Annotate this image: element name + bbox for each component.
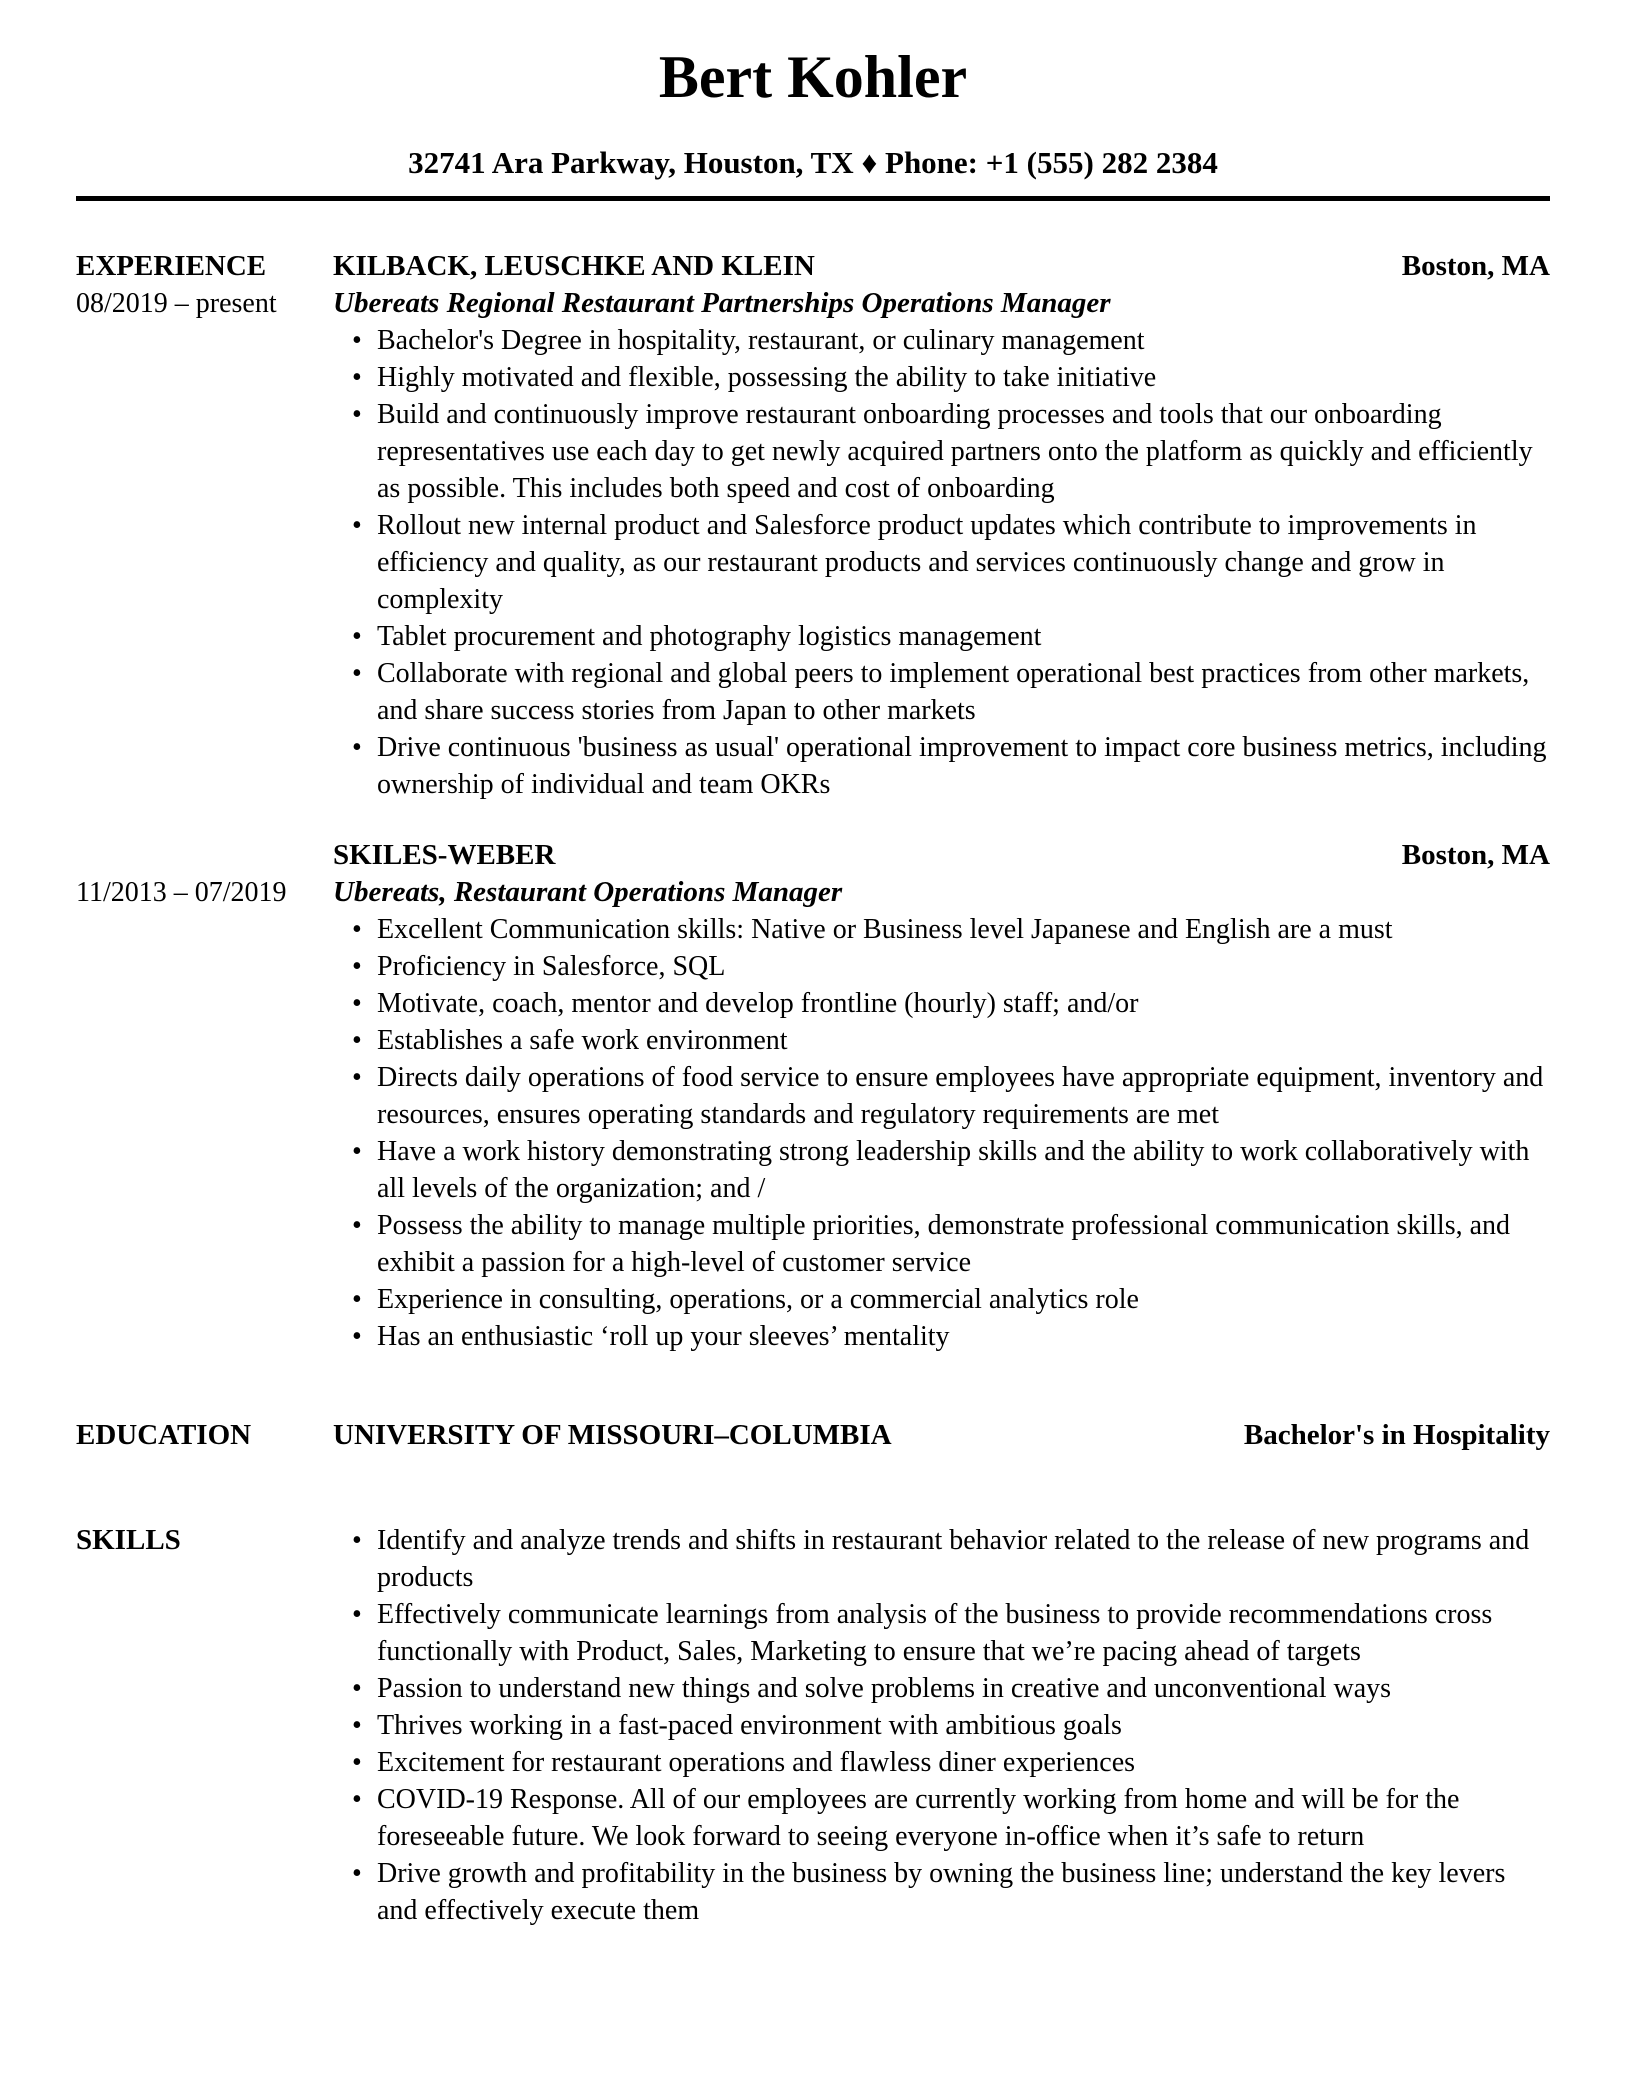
bullet-item: • Excellent Communication skills: Native or Business level Japanese and English are a must <box>333 911 1550 948</box>
education-line <box>333 1417 1550 1454</box>
job-entry-1 <box>76 248 1550 803</box>
bullet-item: • COVID-19 Response. All of our employees are currently working from home and will be for the foreseeable future. We look forward to seeing everyone in-office when it’s safe to return <box>333 1781 1550 1855</box>
section-label-experience: EXPERIENCE <box>76 250 267 282</box>
job-1-title: Ubereats Regional Restaurant Partnerships Operations Manager <box>333 287 1111 319</box>
bullet-item: • Have a work history demonstrating strong leadership skills and the ability to work collaboratively with all levels of the organization; and / <box>333 1133 1550 1207</box>
job-1-main <box>333 248 1550 803</box>
job-2-location: Boston, MA <box>1401 839 1550 871</box>
bullet-item: • Drive continuous 'business as usual' operational improvement to impact core business metrics, including ownership of individual and team OKRs <box>333 729 1550 803</box>
bullet-item: • Has an enthusiastic ‘roll up your sleeves’ mentality <box>333 1318 1550 1355</box>
job-1-header <box>333 248 1550 285</box>
skills-main <box>333 1522 1550 1929</box>
bullet-item: • Identify and analyze trends and shifts in restaurant behavior related to the release of new programs and products <box>333 1522 1550 1596</box>
person-name: Bert Kohler <box>658 44 968 110</box>
education-left-column <box>76 1417 333 1454</box>
job-2-bullets <box>333 911 1550 1355</box>
job-2-main <box>333 837 1550 1355</box>
skills-left-column <box>76 1522 333 1559</box>
contact-line: 32741 Ara Parkway, Houston, TX ♦ Phone: +1 (555) 282 2384 <box>408 145 1218 180</box>
education-main <box>333 1417 1550 1454</box>
bullet-item: • Excitement for restaurant operations and flawless diner experiences <box>333 1744 1550 1781</box>
header-divider <box>76 196 1550 201</box>
bullet-item: • Effectively communicate learnings from analysis of the business to provide recommendations cross functionally with Product, Sales, Marketing to ensure that we’re pacing ahead of targets <box>333 1596 1550 1670</box>
job-1-bullets <box>333 322 1550 803</box>
bullet-item: • Motivate, coach, mentor and develop frontline (hourly) staff; and/or <box>333 985 1550 1022</box>
section-label-skills: SKILLS <box>76 1524 181 1556</box>
job-2-header <box>333 837 1550 874</box>
job-1-company: KILBACK, LEUSCHKE AND KLEIN <box>333 250 815 282</box>
job-2-company: SKILES-WEBER <box>333 839 556 871</box>
degree-name: Bachelor's in Hospitality <box>1243 1419 1550 1451</box>
resume-content <box>76 248 1550 1929</box>
job-2-title: Ubereats, Restaurant Operations Manager <box>333 876 843 908</box>
bullet-item: • Directs daily operations of food service to ensure employees have appropriate equipment, inventory and resources, ensures operating standards and regulatory requirements are met <box>333 1059 1550 1133</box>
job-1-dates: 08/2019 – present <box>76 288 277 319</box>
bullet-item: • Experience in consulting, operations, or a commercial analytics role <box>333 1281 1550 1318</box>
job-1-left-column <box>76 248 333 322</box>
job-2-left-column <box>76 837 333 911</box>
section-label-education: EDUCATION <box>76 1419 252 1451</box>
school-name: UNIVERSITY OF MISSOURI–COLUMBIA <box>333 1419 892 1451</box>
bullet-item: • Bachelor's Degree in hospitality, restaurant, or culinary management <box>333 322 1550 359</box>
bullet-item: • Rollout new internal product and Salesforce product updates which contribute to improvements in efficiency and quality, as our restaurant products and services continuously change and grow in complexity <box>333 507 1550 618</box>
bullet-item: • Thrives working in a fast-paced environment with ambitious goals <box>333 1707 1550 1744</box>
bullet-item: • Drive growth and profitability in the business by owning the business line; understand the key levers and effectively execute them <box>333 1855 1550 1929</box>
job-entry-2 <box>76 837 1550 1355</box>
job-1-location: Boston, MA <box>1401 250 1550 282</box>
job-2-dates: 11/2013 – 07/2019 <box>76 877 287 908</box>
bullet-item: • Possess the ability to manage multiple priorities, demonstrate professional communication skills, and exhibit a passion for a high-level of customer service <box>333 1207 1550 1281</box>
skills-bullets <box>333 1522 1550 1929</box>
bullet-item: • Tablet procurement and photography logistics management <box>333 618 1550 655</box>
bullet-item: • Collaborate with regional and global peers to implement operational best practices from other markets, and share success stories from Japan to other markets <box>333 655 1550 729</box>
bullet-item: • Proficiency in Salesforce, SQL <box>333 948 1550 985</box>
skills-section <box>76 1522 1550 1929</box>
bullet-item: • Highly motivated and flexible, possessing the ability to take initiative <box>333 359 1550 396</box>
education-section <box>76 1417 1550 1454</box>
bullet-item: • Build and continuously improve restaurant onboarding processes and tools that our onboarding representatives use each day to get newly acquired partners onto the platform as quickly and efficiently as possible. This includes both speed and cost of onboarding <box>333 396 1550 507</box>
bullet-item: • Establishes a safe work environment <box>333 1022 1550 1059</box>
bullet-item: • Passion to understand new things and solve problems in creative and unconventional ways <box>333 1670 1550 1707</box>
